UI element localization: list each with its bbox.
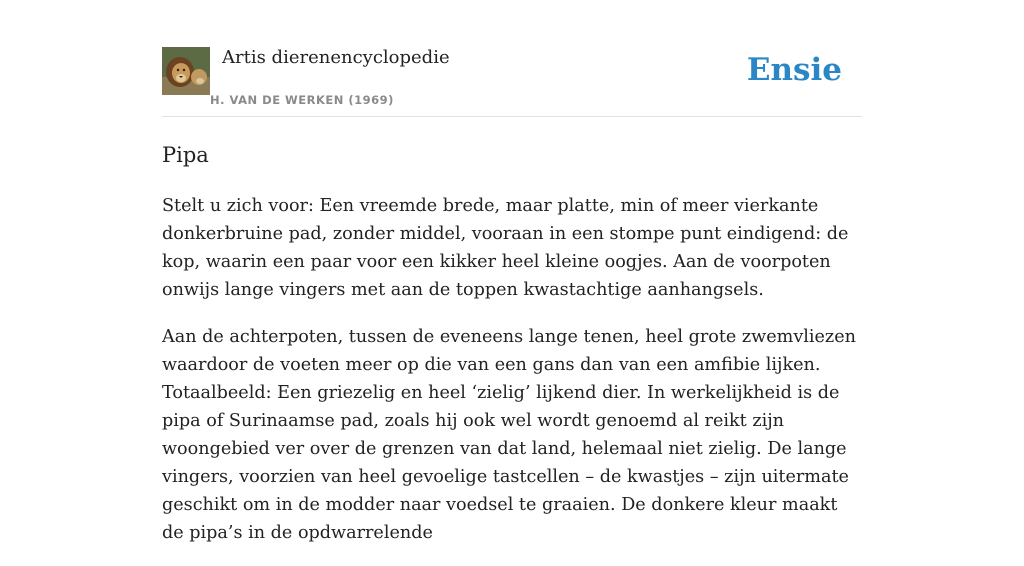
book-title[interactable]: Artis dierenencyclopedie [222,47,450,68]
ensie-logo[interactable]: Ensie [746,52,842,88]
article-title: Pipa [162,143,209,167]
lion-photo-icon[interactable] [162,47,210,95]
article-body [162,192,862,566]
paragraph: Aan de achterpoten, tussen de eveneens lange tenen, heel grote zwemvliezen waardoor de voeten meer op die van een gans dan van een amfibie lijken. Totaalbeeld: Een griezelig en heel ‘zielig’ lijkend dier. In werkelijkheid is de pipa of Surinaamse pad, zoals hij ook wel wordt genoemd al reikt zijn woongebied ver over de grenzen van dat land, helemaal niet zielig. De lange vingers, voorzien van heel gevoelige tastcellen – de kwastjes – zijn uitermate geschikt om in de modder naar voedsel te graaien. De donkere kleur maakt de pipa’s in de opdwarrelende [162,327,856,543]
paragraph: Stelt u zich voor: Een vreemde brede, maar platte, min of meer vierkante donkerbruine pad, zonder middel, vooraan in een stompe punt eindigend: de kop, waarin een paar voor een kikker heel kleine oogjes. Aan de voorpoten onwijs lange vingers met aan de toppen kwastachtige aanhangsels. [162,196,849,300]
book-author: H. VAN DE WERKEN (1969) [210,93,394,107]
book-header [162,46,862,117]
